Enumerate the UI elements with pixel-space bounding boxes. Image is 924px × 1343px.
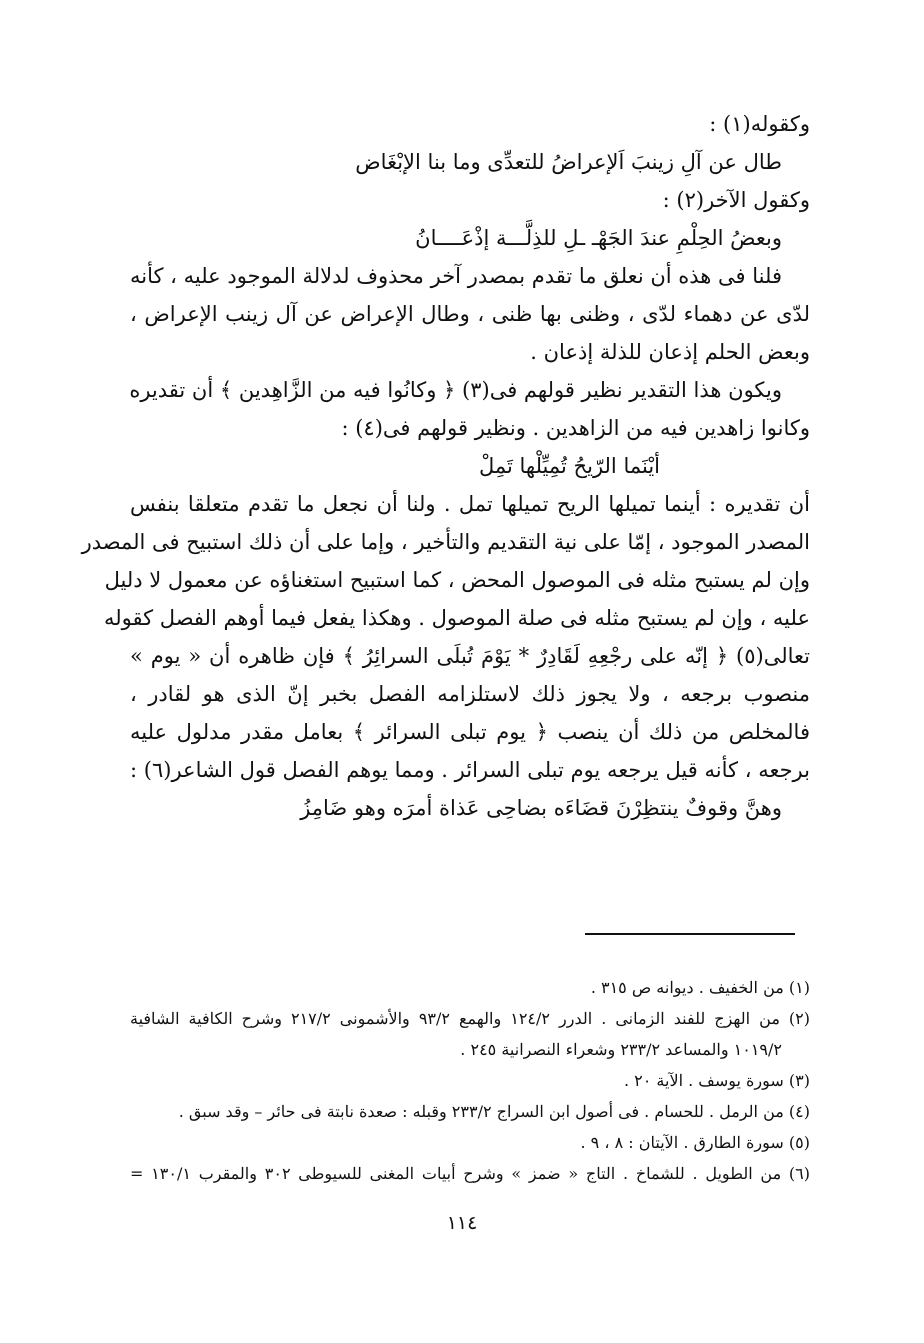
- text-line: تعالى(٥) ﴿ إنّه على رجْعِهِ لَقَادِرٌ * يَوْمَ تُبلَى السرائِرُ ﴾ فإن ظاهره أن « يوم »: [130, 644, 810, 668]
- text-line: وكقول الآخر(٢) :: [662, 188, 810, 212]
- text-line: أن تقديره : أينما تميلها الريح تميلها تمل . ولنا أن نجعل ما تقدم متعلقا بنفس: [130, 492, 810, 516]
- page-number: ١١٤: [446, 1212, 478, 1234]
- main-text: [81, 105, 810, 827]
- text-line: وإن لم يستبح مثله فى الموصول المحض ، كما استبيح استغناؤه عن معمول لا دليل: [104, 568, 810, 592]
- footnote: (٦) من الطويل . للشماخ . التاج « ضمز » وشرح أبيات المغنى للسيوطى ٣٠٢ والمقرب ١٣٠/١ =: [130, 1164, 811, 1183]
- verse-line: وبعضُ الحِلْمِ عندَ الجَهْـ ـلِ للذِلَّـــة إذْعَــــانُ: [415, 226, 782, 250]
- verse-line: وهنَّ وقوفٌ ينتظِرْنَ قضَاءَه بضاحِى عَذاة أمرَه وهو ضَامِزُ: [300, 796, 782, 820]
- text-line: ويكون هذا التقدير نظير قولهم فى(٣) ﴿ وكانُوا فيه من الزَّاهِدين ﴾ أن تقديره: [129, 378, 782, 402]
- footnote: (٢) من الهزج للفند الزمانى . الدرر ١٢٤/٢ والهمع ٩٣/٢ والأشمونى ٢١٧/٢ وشرح الكافية الشافية: [130, 1009, 811, 1028]
- text-line: وبعض الحلم إذعان للذلة إذعان .: [530, 340, 810, 364]
- footnote: (٤) من الرمل . للحسام . فى أصول ابن السراج ٢٣٣/٢ وقبله : صعدة نابتة فى حائر – وقد سبق .: [178, 1102, 810, 1121]
- text-line: وكانوا زاهدين فيه من الزاهدين . ونظير قولهم فى(٤) :: [341, 416, 810, 440]
- text-line: المصدر الموجود ، إمّا على نية التقديم والتأخير ، وإما على أن ذلك استبيح فى المصدر: [81, 530, 810, 554]
- text-line: منصوب برجعه ، ولا يجوز ذلك لاستلزامه الفصل بخبر إنّ الذى هو لقادر ،: [130, 682, 810, 706]
- text-line: لدّى عن دهماء لدّى ، وظنى بها ظنى ، وطال الإعراض عن آل زينب الإعراض ،: [130, 302, 810, 326]
- footnote: (١) من الخفيف . ديوانه ص ٣١٥ .: [590, 978, 810, 997]
- footnote: (٣) سورة يوسف . الآية ٢٠ .: [623, 1071, 810, 1090]
- footnote-continuation: ١٠١٩/٢ والمساعد ٢٣٣/٢ وشعراء النصرانية ٢٤٥ .: [460, 1040, 782, 1059]
- footnote-separator: [585, 933, 795, 935]
- footnote: (٥) سورة الطارق . الآيتان : ٨ ، ٩ .: [580, 1133, 810, 1152]
- text-line: عليه ، وإن لم يستبح مثله فى صلة الموصول . وهكذا يفعل فيما أوهم الفصل كقوله: [104, 606, 810, 630]
- footnotes: [130, 972, 810, 1189]
- text-line: برجعه ، كأنه قيل يرجعه يوم تبلى السرائر . ومما يوهم الفصل قول الشاعر(٦) :: [130, 758, 810, 782]
- text-line: فلنا فى هذه أن نعلق ما تقدم بمصدر آخر محذوف لدلالة الموجود عليه ، كأنه: [130, 264, 782, 288]
- text-line: وكقوله(١) :: [709, 112, 810, 136]
- verse-line: أيْنَما الرّيحُ تُمِيِّلْها تَمِلْ: [478, 454, 660, 478]
- verse-line: طال عن آلِ زينبَ اَلإعراضُ للتعدِّى وما بنا الإبْغَاض: [355, 150, 782, 174]
- text-line: فالمخلص من ذلك أن ينصب ﴿ يوم تبلى السرائر ﴾ بعامل مقدر مدلول عليه: [130, 720, 810, 744]
